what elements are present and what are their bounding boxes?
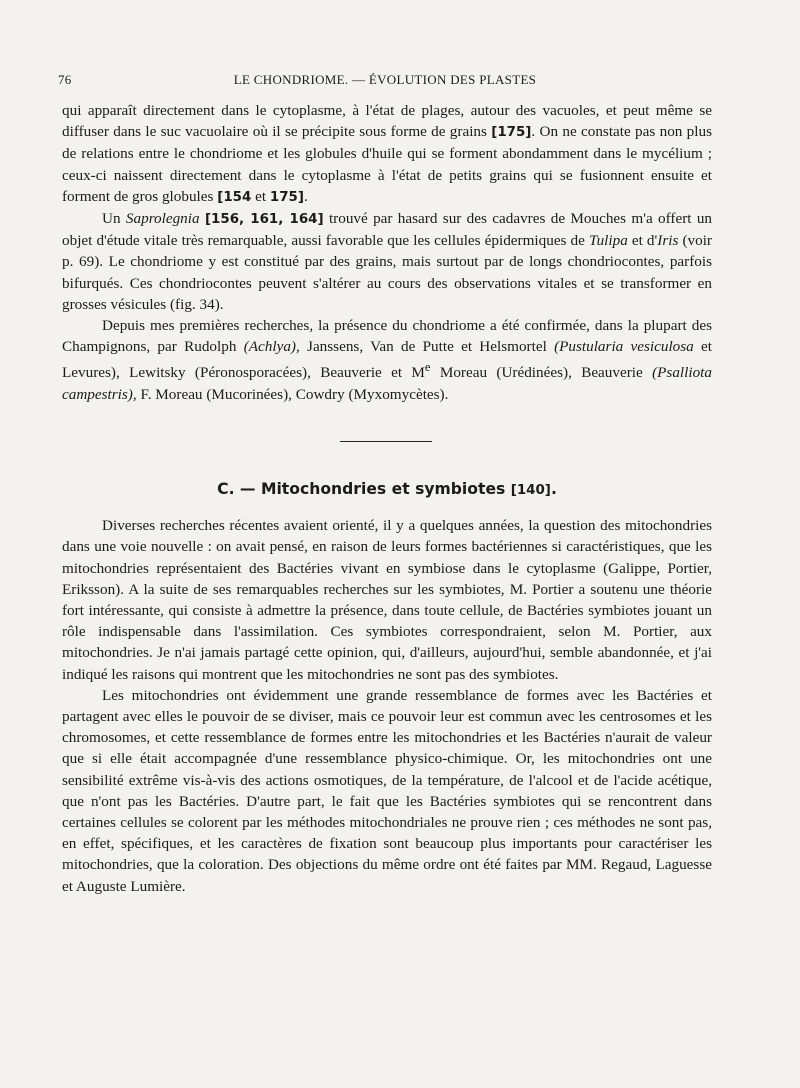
running-head: LE CHONDRIOME. — ÉVOLUTION DES PLASTES xyxy=(233,72,537,87)
paragraph-chondriome-mycelium xyxy=(62,100,712,208)
paragraph-saprolegnia xyxy=(62,208,712,315)
section-heading xyxy=(62,479,712,501)
species-name: (Psalliota campestris) xyxy=(62,364,712,403)
paragraph-ressemblance: Les mitochondries ont évidemment une grande ressemblance de formes avec les Bactéries et partagent avec elles le pouvoir de se diviser, mais ce pouvoir leur est commun avec les centrosomes et les chromosomes, et cette ressemblance de formes entre les mitochondries et les Bactéries n'aurait de valeur que si elle était accompagnée d'une ressemblance physico-chimique. Or, les mitochondries ont une sensibilité extrême vis-à-vis des actions osmotiques, de la température, de l'alcool et de l'acide acétique, que n'ont pas les Bactéries. D'autre part, le fait que les Bactéries symbiotes qui se rencontrent dans certaines cellules se colorent par les méthodes mitochondriales ne prouve rien ; ces méthodes ne sont pas, en effet, spécifiques, et les caractères de fixation sont beaucoup plus importants pour caractériser les mitochondries, que la coloration. Des objections du même ordre ont été faites par MM. Regaud, Laguesse et Auguste Lumière. xyxy=(62,686,712,895)
text-run: Depuis mes premières recherches, la présence du chondriome a été confirmée, dans la plupart des Champignons, par Rudolph xyxy=(62,317,712,356)
text-run: , F. Moreau (Mucorinées), Cowdry (Myxomycètes). xyxy=(132,385,449,403)
citation-ref: [156, 161, 164] xyxy=(204,212,324,228)
text-run: (voir p. 69). Le chondriome y est constitué par des grains, mais surtout par de longs chondriocontes, parfois bifurqués. Ces chondriocontes peuvent s'altérer au cours des observations vitales et se transformer en grosses vésicules (fig. 34). xyxy=(62,232,712,313)
section-divider xyxy=(62,405,712,463)
species-name: (Achlya) xyxy=(243,338,296,356)
text-run: qui apparaît directement dans le cytoplasme, à l'état de plages, autour des vacuoles, et peut même se diffuser dans le suc vacuolaire où il se précipite sous forme de grains xyxy=(62,102,712,141)
text-run: et d' xyxy=(627,232,658,250)
citation-ref: [154 xyxy=(217,189,252,205)
species-name: (Pustularia vesiculosa xyxy=(554,338,694,356)
paragraph-champignons xyxy=(62,315,712,405)
text-run: , Janssens, Van de Putte et Helsmortel xyxy=(295,338,555,356)
text-run: et Levures), Lewitsky (Péronosporacées), Beauverie et M xyxy=(62,338,713,382)
citation-ref: 175] xyxy=(269,189,304,205)
heading-text: . xyxy=(550,479,557,498)
text-run: . xyxy=(303,187,308,205)
superscript: e xyxy=(424,360,431,375)
text-run: trouvé par hasard sur des cadavres de Mouches m'a offert un objet d'étude vitale très remarquable, aussi favorable que les cellules épidermiques de xyxy=(62,210,713,250)
page-header xyxy=(58,72,712,92)
paragraph-mitochondries-symbiotes: Diverses recherches récentes avaient orienté, il y a quelques années, la question des mitochondries dans une voie nouvelle : on avait pensé, en raison de leurs formes bactériennes si caractéristiques, que les mitochondries représentaient des Bactéries vivant en symbiose dans le cytoplasme (Galippe, Portier, Eriksson). A la suite de ses remarquables recherches sur les symbiotes, M. Portier a soutenu une théorie fort intéressante, qui consiste à admettre la présence, dans toute cellule, de Bactéries symbiotes jouant un rôle indispensable dans l'assimilation. Ces symbiotes correspondraient, selon M. Portier, aux mitochondries. Je n'ai jamais partagé cette opinion, qui, d'ailleurs, aujourd'hui, semble abandonnée, et j'ai indiqué les raisons qui montrent que les mitochondries ne sont pas des symbiotes. xyxy=(62,517,712,683)
heading-text: C. — Mitochondries et symbiotes xyxy=(217,479,511,498)
text-run: Un xyxy=(102,210,126,228)
citation-ref: [140] xyxy=(510,482,551,498)
genus-name: Iris xyxy=(657,232,679,250)
divider-rule xyxy=(340,441,432,442)
citation-ref: [175] xyxy=(491,125,532,141)
text-run: . On ne constate pas non plus de relations entre le chondriome et les globules d'huile qui se forment abondamment dans le mycélium ; ceux-ci naissent directement dans le cytoplasme à l'état de petits grains qui se fusionnent ensuite et forment de gros globules xyxy=(62,123,712,205)
text-run: et xyxy=(251,187,270,205)
page-number: 76 xyxy=(58,72,72,87)
genus-name: Saprolegnia xyxy=(125,210,200,228)
page-body xyxy=(62,100,712,897)
genus-name: Tulipa xyxy=(588,232,628,250)
text-run: Moreau (Urédinées), Beauverie xyxy=(430,364,653,382)
